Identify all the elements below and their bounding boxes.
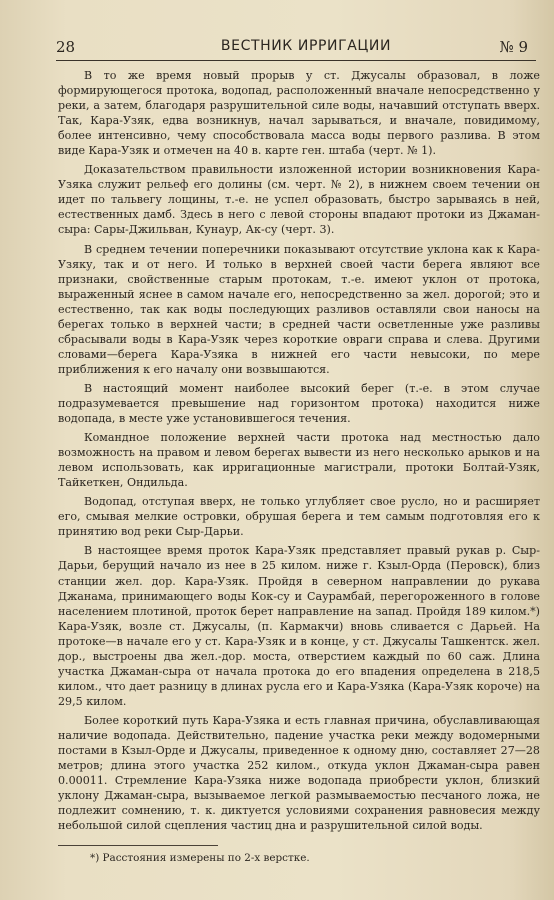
paragraph: Командное положение верхней части протока над местностью дало возможность на правом и левом берегах вывести из него несколько арыков и на левом использовать, как ирригационные магистрали, протоки Болтай-Узяк, Тайкеткен, Ондильда. bbox=[58, 431, 540, 490]
paragraph: В настоящее время проток Кара-Узяк представляет правый рукав р. Сыр-Дарьи, берущий начало из нее в 25 килом. ниже г. Кзыл-Орда (Перовск), близ станции жел. дор. Кара-Узяк. Пройдя в северном направлении до рукава Джанама, принимающего воды Кок-су и Саурамбай, перегороженного в голове населением плотиной, проток берет направление на запад. Пройдя 189 килом.*) Кара-Узяк, возле ст. Джусалы, (п. Кармакчи) вновь сливается с Дарьей. На протоке—в начале его у ст. Кара-Узяк и в конце, у ст. Джусалы Ташкентск. жел. дор., выстроены два жел.-дор. моста, отверстием каждый по 60 саж. Длина участка Джаман-сыра от начала протока до его впадения определена в 218,5 килом., что дает разницу в длинах русла его и Кара-Узяка (Кара-Узяк короче) на 29,5 килом. bbox=[58, 544, 540, 708]
page-number: 28 bbox=[56, 38, 76, 56]
footnote: *) Расстояния измерены по 2-х верстке. bbox=[90, 852, 310, 864]
paragraph: Доказательством правильности изложенной истории возникновения Кара-Узяка служит рельеф его долины (см. черт. № 2), в нижнем своем течении он идет по тальвегу лощины, т.-е. не успел образовать, быстро зарываясь в ней, естественных дамб. Здесь в него с левой стороны впадают протоки из Джаман-сыра: Сары-Джильван, Кунаур, Ак-су (черт. 3). bbox=[58, 163, 540, 237]
footnote-divider bbox=[58, 845, 218, 846]
journal-title: ВЕСТНИК ИРРИГАЦИИ bbox=[220, 38, 392, 54]
paragraph: В то же время новый прорыв у ст. Джусалы образовал, в ложе формирующегося протока, водопад, расположенный вначале непосредственно у реки, а затем, благодаря разрушительной силе воды, начавший отступать вверх. Так, Кара-Узяк, едва возникнув, начал зарываться, и вначале, повидимому, более интенсивно, чему способствовала масса воды первого разлива. В этом виде Кара-Узяк и отмечен на 40 в. карте ген. штаба (черт. № 1). bbox=[58, 69, 540, 158]
paragraph: Более короткий путь Кара-Узяка и есть главная причина, обуславливающая наличие водопада. Действительно, падение участка реки между водомерными постами в Кзыл-Орде и Джусалы, приведенное к одному дню, составляет 27—28 метров; длина этого участка 252 килом., откуда уклон Джаман-сыра равен 0.00011. Стремление Кара-Узяка ниже водопада приобрести уклон, близкий уклону Джаман-сыра, вызываемое легкой размываемостью песчаного ложа, не подлежит сомнению, т. к. диктуется условиями сохранения равновесия между небольшой силой сцепления частиц дна и разрушительной силой воды. bbox=[58, 713, 540, 833]
issue-number: № 9 bbox=[499, 38, 528, 56]
running-header bbox=[56, 36, 536, 61]
article-body bbox=[58, 68, 540, 837]
paragraph: В среднем течении поперечники показывают отсутствие уклона как к Кара-Узяку, так и от него. И только в верхней своей части берега являют все признаки, свойственные старым протокам, т.-е. имеют уклон от протока, выраженный яснее в самом начале его, непосредственно за жел. дорогой; это и естественно, так как воды последующих разливов оставляли свои наносы на берегах только в верхней части; в средней части осветленные уже разливы сбрасывали воды в Кара-Узяк через короткие овраги справа и слева. Другими словами—берега Кара-Узяка в нижней его части невысоки, по мере приближения к его началу они возвышаются. bbox=[58, 242, 540, 376]
paragraph: Водопад, отступая вверх, не только углубляет свое русло, но и расширяет его, смывая мелкие островки, обрушая берега и тем самым подготовляя его к принятию вод реки Сыр-Дарьи. bbox=[58, 495, 540, 539]
paragraph: В настоящий момент наиболее высокий берег (т.-е. в этом случае подразумевается превышение над горизонтом протока) находится ниже водопада, в месте уже установившегося течения. bbox=[58, 381, 540, 426]
